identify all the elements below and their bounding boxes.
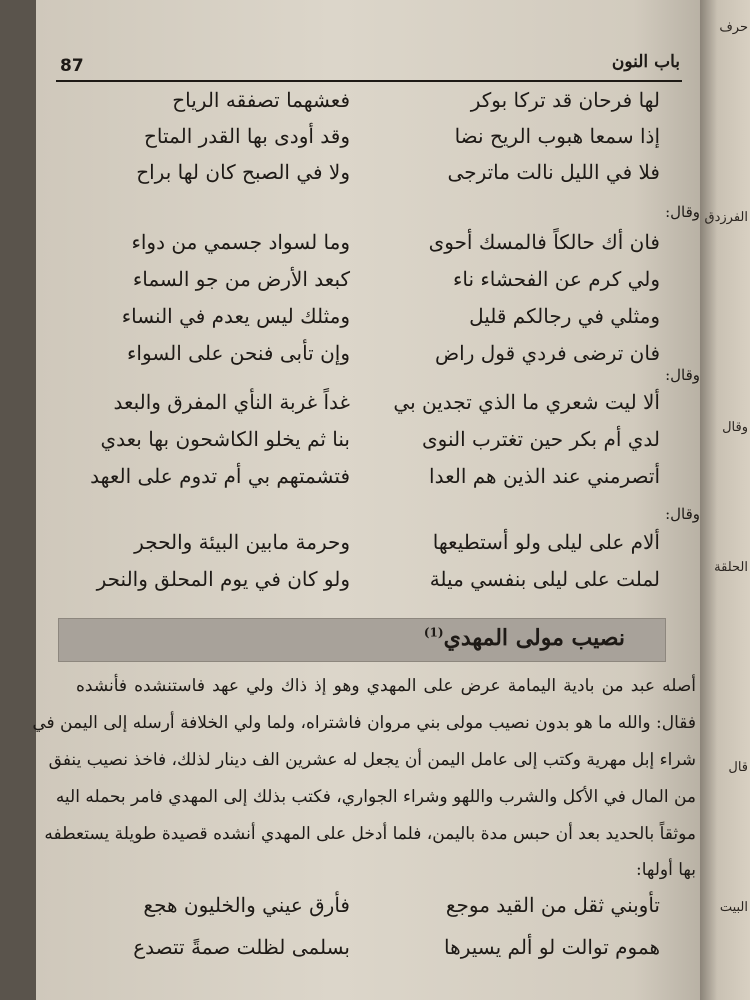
verse-second-hemistich: فتشمتهم بي أم تدوم على العهد (90, 464, 350, 488)
verse-first-hemistich: ألام على ليلى ولو أستطيعها (432, 530, 660, 554)
page-header (56, 50, 682, 82)
prose-line: شراء إبل مهرية وكتب إلى عامل اليمن أن يجعل له عشرين الف دينار لذلك، فاخذ نصيب ينفق (48, 750, 696, 770)
verse-second-hemistich: وحرمة مابين البيئة والحجر (134, 530, 350, 554)
verse-first-hemistich: ومثلي في رجالكم قليل (469, 304, 660, 328)
verse-first-hemistich: تأوبني ثقل من القيد موجع (445, 893, 660, 917)
footnote-ref: (1) (423, 625, 444, 640)
said-label: وقال: (665, 203, 700, 221)
verse-first-hemistich: ألا ليت شعري ما الذي تجدين بي (393, 390, 660, 414)
prose-line: أصله عبد من بادية اليمامة عرض على المهدي وهو إذ ذاك ولي عهد فاستنشده فأنشده (76, 676, 696, 696)
book-page (32, 0, 700, 1000)
adjacent-page-edge (700, 0, 750, 1000)
said-label: وقال: (665, 366, 700, 384)
verse-first-hemistich: لدي أم بكر حين تغترب النوى (421, 427, 660, 451)
section-title (424, 625, 625, 651)
verse-second-hemistich: وما لسواد جسمي من دواء (131, 230, 350, 254)
verse-first-hemistich: فان أك حالكاً فالمسك أحوى (428, 230, 660, 254)
verse-first-hemistich: فان ترضى فردي قول راض (435, 341, 660, 365)
verse-first-hemistich: إذا سمعا هبوب الريح نضا (454, 124, 660, 148)
edge-fragment: وقال (722, 420, 748, 435)
page-number: 87 (60, 56, 84, 76)
section-title-text: نصيب مولى المهدي (443, 625, 625, 651)
chapter-title: باب النون (611, 52, 680, 72)
verse-second-hemistich: بسلمى لظلت صمةً تتصدع (133, 935, 350, 959)
edge-fragment: الحلقة (714, 560, 748, 575)
verse-second-hemistich: بنا ثم يخلو الكاشحون بها بعدي (100, 427, 350, 451)
prose-line: من المال في الأكل والشرب واللهو وشراء الجواري، فكتب بذلك إلى المهدي فامر بحمله اليه (55, 787, 696, 807)
verse-first-hemistich: لها فرحان قد تركا بوكر (470, 88, 660, 112)
verse-second-hemistich: فعشهما تصفقه الرياح (172, 88, 350, 112)
prose-line: بها أولها: (635, 860, 696, 880)
verse-second-hemistich: ومثلك ليس يعدم في النساء (121, 304, 350, 328)
said-label: وقال: (665, 505, 700, 523)
prose-line: موثقاً بالحديد بعد أن حبس مدة باليمن، فلما أدخل على المهدي أنشده قصيدة طويلة يستعطفه (44, 824, 696, 844)
edge-fragment: حرف (719, 20, 748, 35)
verse-second-hemistich: كبعد الأرض من جو السماء (132, 267, 350, 291)
edge-fragment: البيت (719, 900, 748, 915)
verse-second-hemistich: ولو كان في يوم المحلق والنحر (96, 567, 350, 591)
verse-second-hemistich: ولا في الصبح كان لها براح (136, 160, 350, 184)
verse-first-hemistich: فلا في الليل نالت ماترجى (447, 160, 660, 184)
verse-second-hemistich: وقد أودى بها القدر المتاح (144, 124, 350, 148)
verse-first-hemistich: ولي كرم عن الفحشاء ناء (452, 267, 660, 291)
section-heading-bar (58, 618, 666, 662)
prose-line: فقال: والله ما هو بدون نصيب مولى بني مروان فاشتراه، ولما ولي الخلافة أرسله إلى اليمن في (32, 713, 696, 733)
edge-fragment: الفرزدق (704, 210, 748, 225)
verse-first-hemistich: هموم توالت لو ألم يسيرها (444, 935, 660, 959)
verse-second-hemistich: وإن تأبى فنحن على السواء (127, 341, 350, 365)
verse-second-hemistich: فأرق عيني والخليون هجع (143, 893, 350, 917)
verse-first-hemistich: أتصرمني عند الذين هم العدا (429, 464, 660, 488)
verse-second-hemistich: غداً غربة النأي المفرق والبعد (113, 390, 350, 414)
edge-fragment: قال (728, 760, 748, 775)
verse-first-hemistich: لملت على ليلى بنفسي ميلة (429, 567, 660, 591)
